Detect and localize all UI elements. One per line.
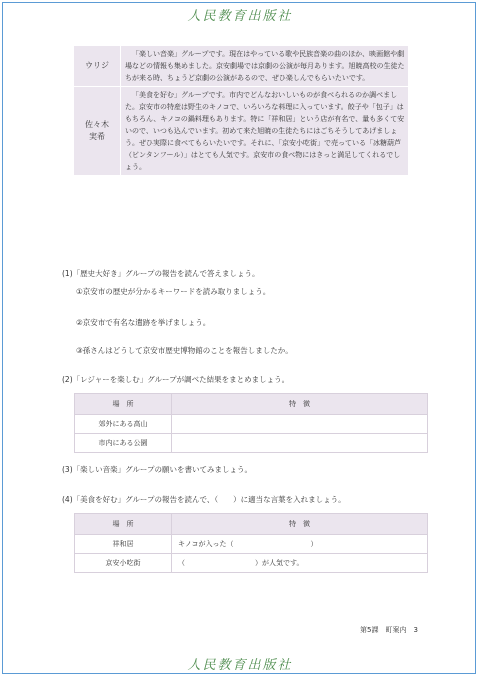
report-text: 「美食を好む」グループです。市内でどんなおいしいものが食べられるのか調べました。京安市の特産は野生のキノコで、いろいろな料理に入っています。餃子や「包子」はもちろん、キノコの鍋料理もあります。特に「祥和居」という店が有名で、量も多くて安いので、いつも込んでいます。初めて来た旭暁の生徒たちにはごちそうしてあげましょう。ぜひ実際に食べてもらいたいです。それに、「京安小吃街」で売っている「冰糖葫芦（ビンタンフール）」はとても人気です。京安市の食べ物にはきっと満足してくれるでしょう。 (121, 87, 409, 176)
header-place: 場 所 (75, 394, 172, 415)
group-report-table (74, 46, 408, 176)
question-1-sub-1: ①京安市の歴史が分かるキーワードを読み取りましょう。 (76, 287, 271, 296)
question-1-sub-3: ③孫さんはどうして京安市歴史博物館のことを報告しましたか。 (76, 346, 293, 355)
report-row-sasaki (74, 87, 408, 176)
food-table (74, 513, 428, 573)
reporter-name: 佐々木 実希 (74, 87, 121, 176)
place-cell: 京安小吃街 (75, 554, 172, 573)
publisher-header: 人民教育出版社 (187, 9, 293, 24)
question-3: (3)「楽しい音楽」グループの願いを書いてみましょう。 (62, 465, 253, 474)
page-footer: 第5課 町案内 3 (360, 626, 418, 634)
question-4: (4)「美食を好む」グループの報告を読んで、（ ）に適当な言葉を入れましょう。 (62, 495, 346, 504)
table-row (75, 415, 428, 434)
table-header-row (75, 394, 428, 415)
publisher-footer: 人民教育出版社 (187, 658, 293, 673)
feature-answer-cell[interactable] (172, 434, 428, 453)
leisure-table (74, 393, 428, 453)
reporter-name: ウリジ (74, 46, 121, 87)
table-row (75, 554, 428, 573)
place-cell: 市内にある公園 (75, 434, 172, 453)
feature-answer-cell[interactable] (172, 415, 428, 434)
header-feature: 特 徴 (172, 394, 428, 415)
feature-cell[interactable]: （ ）が人気です。 (172, 554, 428, 573)
table-header-row (75, 514, 428, 535)
table-row (75, 535, 428, 554)
header-feature: 特 徴 (172, 514, 428, 535)
place-cell: 郊外にある高山 (75, 415, 172, 434)
question-2: (2)「レジャーを楽しむ」グループが調べた結果をまとめましょう。 (62, 375, 290, 384)
feature-cell[interactable]: キノコが入った（ ） (172, 535, 428, 554)
question-1-sub-2: ②京安市で有名な遺跡を挙げましょう。 (76, 318, 211, 327)
report-text: 「楽しい音楽」グループです。現在はやっている歌や民族音楽の曲のほか、映画館や劇場などの情報も集めました。京安劇場では京劇の公演が毎月あります。旭暁高校の生徒たちが来る時、ちょうど京劇の公演があるので、ぜひ楽しんでもらいたいです。 (121, 46, 409, 87)
question-1: (1)「歴史大好き」グループの報告を読んで答えましょう。 (62, 269, 260, 278)
report-row-wuriji (74, 46, 408, 87)
header-place: 場 所 (75, 514, 172, 535)
place-cell: 祥和居 (75, 535, 172, 554)
table-row (75, 434, 428, 453)
